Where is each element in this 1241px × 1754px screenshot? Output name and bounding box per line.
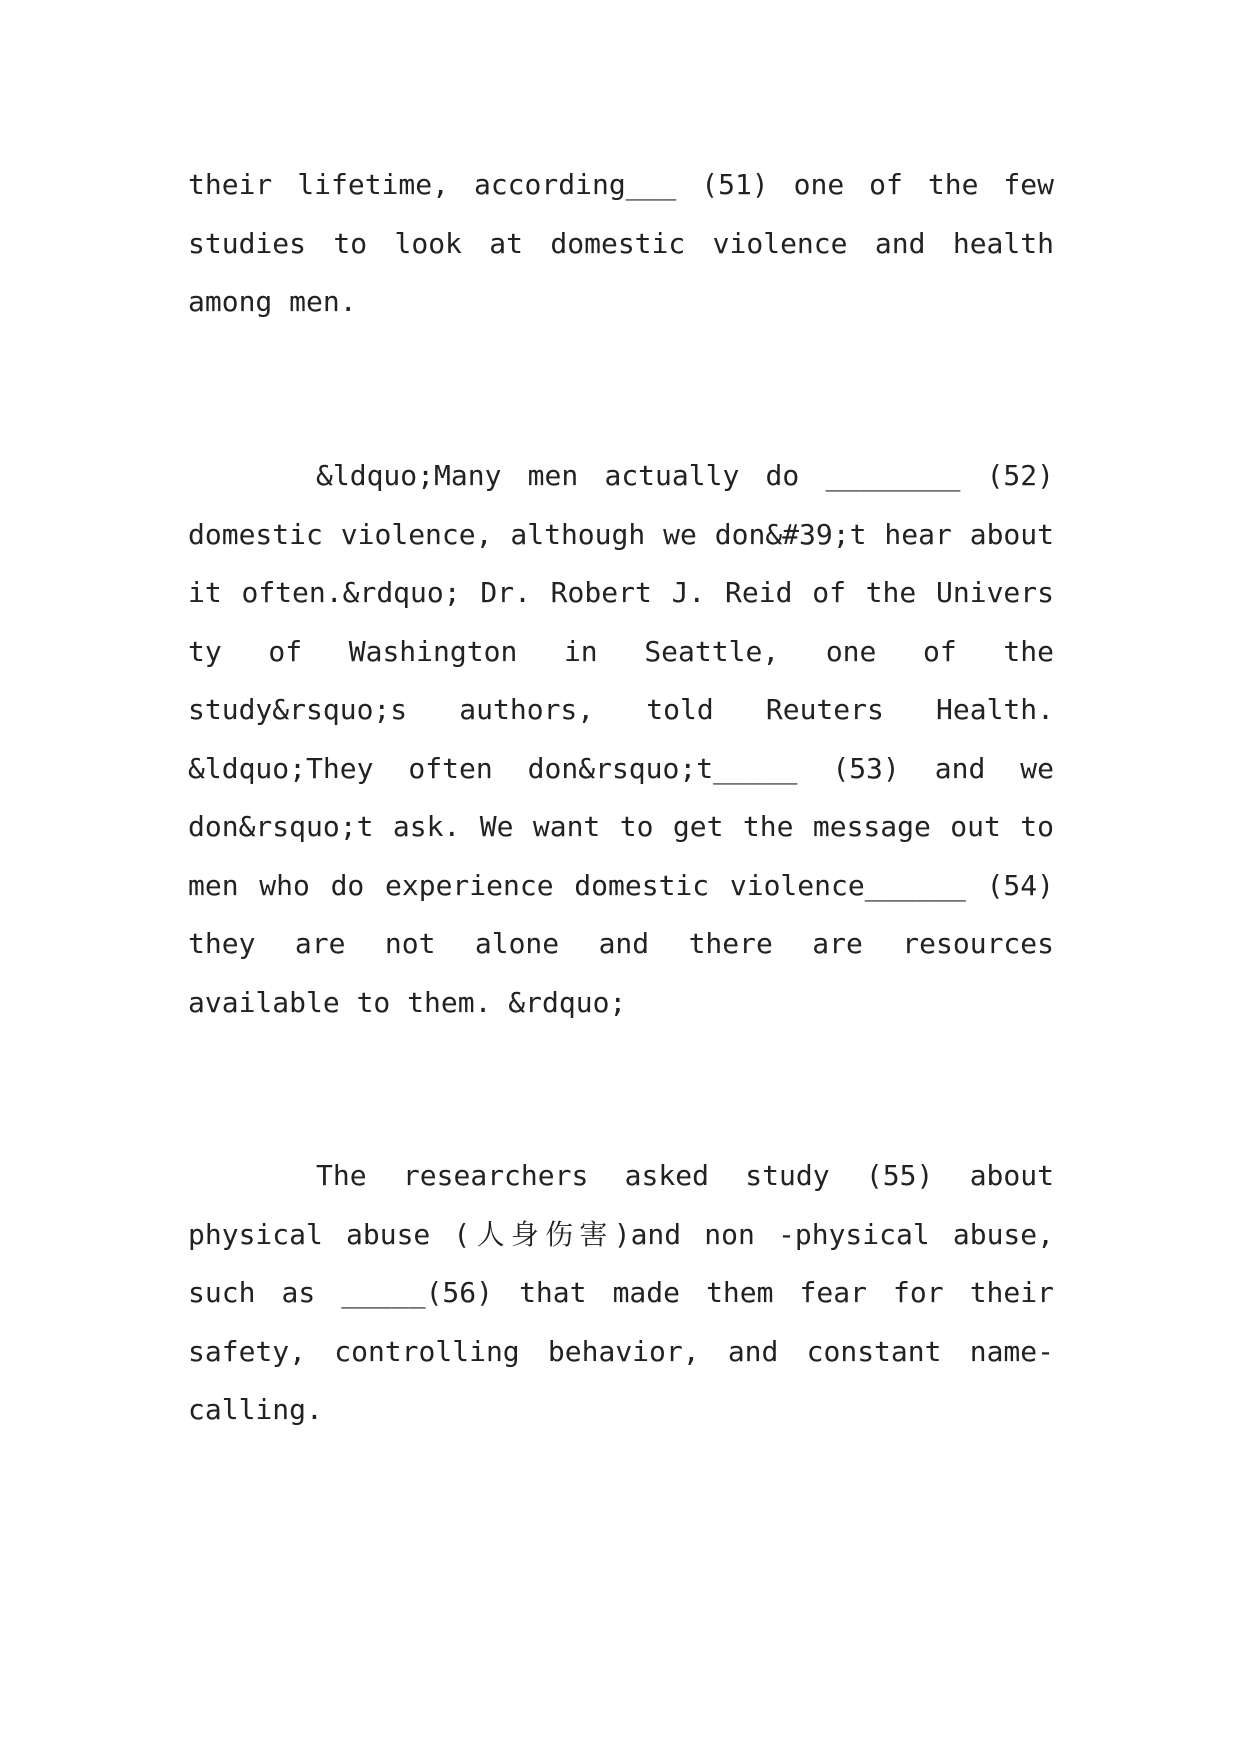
paragraph-51: their lifetime, according___ (51) one of the few studies to look at domestic violence and health among men. bbox=[188, 168, 1054, 318]
paragraph-55-56: The researchers asked study (55) about physical abuse (人身伤害)and non -physical abuse, such as _____(56) that made them fear for their safety, controlling behavior, and constant name-calling. bbox=[188, 1159, 1054, 1426]
paragraph-52-54: &ldquo;Many men actually do ________ (52) domestic violence, although we don&#39;t hear about it often.&rdquo; Dr. Robert J. Reid of the Univers ty of Washington in Seattle, one of the study&rsquo;s authors, told Reuters Health. &ldquo;They often don&rsquo;t_____ (53) and we don&rsquo;t ask. We want to get the message out to men who do experience domestic violence______ (54) they are not alone and there are resources available to them. &rdquo; bbox=[188, 459, 1054, 1019]
